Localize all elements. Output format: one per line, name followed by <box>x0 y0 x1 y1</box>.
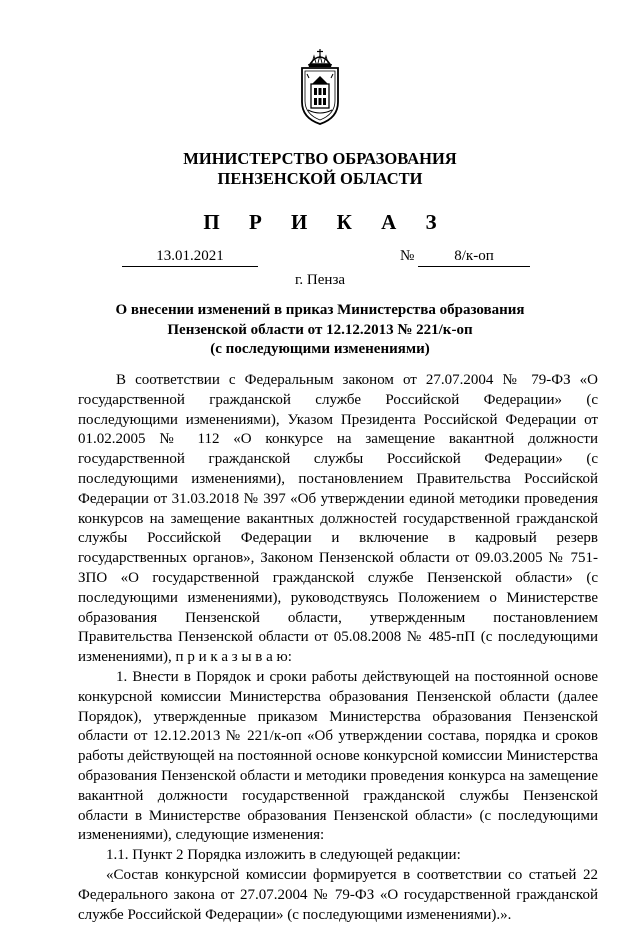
city-name: г. Пенза <box>294 272 346 288</box>
order-number: 8/к-оп <box>418 246 530 267</box>
body-paragraph-quote: «Состав конкурсной комиссии формируется в соответствии со статьей 22 Федерального закона от 27.07.2004 № 79-ФЗ «О государственной гражданской службе Российской Федерации» (с последующими изменениями).». <box>78 866 598 923</box>
number-sign: № <box>400 248 415 264</box>
penza-region-emblem-icon <box>298 48 342 126</box>
order-body <box>78 371 598 925</box>
subject-line3: (с последующими изменениями) <box>210 341 430 357</box>
body-paragraph-item1-1: 1.1. Пункт 2 Порядка изложить в следующей редакции: <box>106 847 461 864</box>
document-type-title: П Р И К А З <box>203 210 449 234</box>
ministry-name-line2: ПЕНЗЕНСКОЙ ОБЛАСТИ <box>217 169 423 188</box>
ministry-name-line1: МИНИСТЕРСТВО ОБРАЗОВАНИЯ <box>183 149 457 168</box>
order-date: 13.01.2021 <box>122 246 258 267</box>
subject-line2: Пензенской области от 12.12.2013 № 221/к-оп <box>167 321 473 338</box>
subject-line1: О внесении изменений в приказ Министерства образования <box>115 302 525 318</box>
order-subject <box>0 301 640 360</box>
body-paragraph-preamble: В соответствии с Федеральным законом от 27.07.2004 № 79-ФЗ «О государственной гражданской службе Российской Федерации» (с последующими изменениями), Указом Президента Российской Федерации от 01.02.2005 № 112 «О конкурсе на замещение вакантной должности государственной гражданской службы Российской Федерации» (с последующими изменениями), постановлением Правительства Российской Федерации от 31.03.2018 № 397 «Об утверждении единой методики проведения конкурсов на замещение вакантных должностей государственной гражданской службы Российской Федерации и включение в кадровый резерв государственных органов», Законом Пензенской области от 09.03.2005 № 751-ЗПО «О государственной гражданской службе Пензенской области» (с последующими изменениями), руководствуясь Положением о Министерстве образования Пензенской области, утвержденным постановлением Правительства Пензенской области от 05.08.2008 № 485-пП (с последующими изменениями), п р и к а з ы в а ю: <box>78 372 598 666</box>
body-paragraph-item1: 1. Внести в Порядок и сроки работы действующей на постоянной основе конкурсной комиссии Министерства образования Пензенской области (далее Порядок), утвержденные приказом Министерства образования Пензенской области от 12.12.2013 № 221/к-оп «Об утверждении состава, порядка и сроков работы действующей на постоянной основе конкурсной комиссии Министерства образования Пензенской области и методики проведения конкурса на замещение вакантной должности государственной гражданской службы Пензенской области в Министерстве образования Пензенской области» (с последующими изменениями), следующие изменения: <box>78 668 598 844</box>
